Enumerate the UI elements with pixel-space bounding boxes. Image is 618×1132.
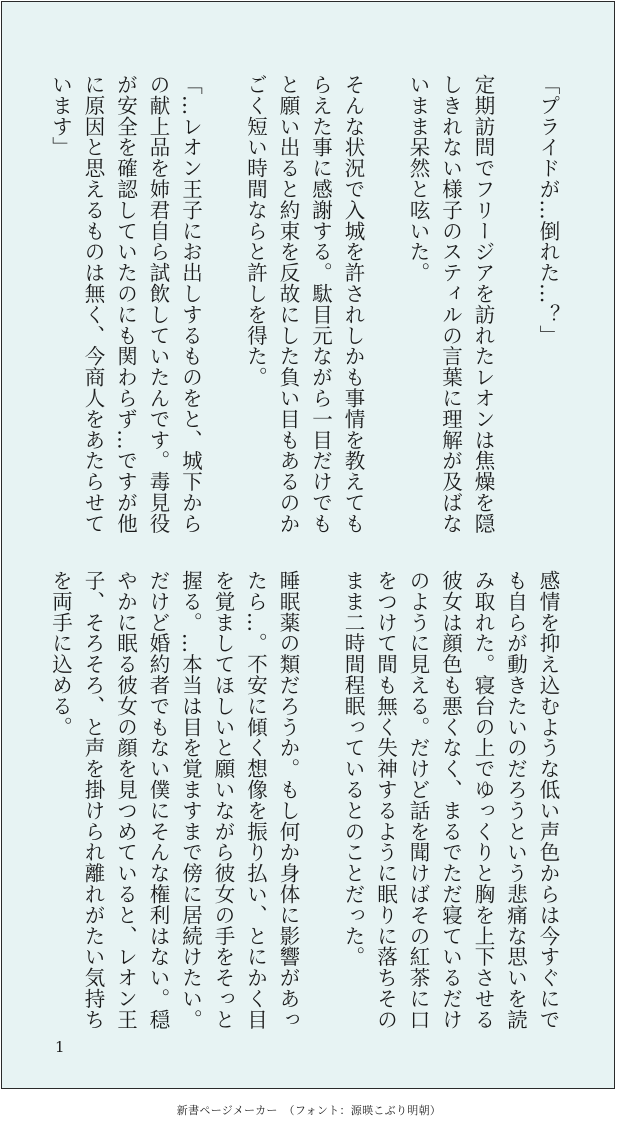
text-line: 定期訪問でフリージアを訪れたレオンは焦燥を隠 — [471, 74, 495, 534]
text-line: 感情を抑え込むような低い声色からは今すぐにで — [536, 570, 560, 1030]
text-line: 子、そろそろ、と声を掛けられ離れがたい気持ち — [81, 570, 105, 1030]
text-line: と願い出ると約束を反故にした負い目もあるのか — [276, 74, 300, 534]
blank-line — [369, 74, 402, 544]
text-line: 睡眠薬の類だろうか。もし何か身体に影響があっ — [276, 570, 300, 1030]
text-line: が安全を確認していたのにも関わらず…ですが他 — [113, 74, 138, 534]
page-number: 1 — [55, 1038, 65, 1056]
text-line: に原因と思えるものは無く、今商人をあたらせて — [81, 74, 105, 534]
blank-line — [207, 74, 240, 544]
text-line: います」 — [48, 74, 73, 158]
text-line: を両手に込める。 — [48, 570, 73, 738]
text-line: しきれない様子のスティルの言葉に理解が及ばな — [438, 74, 463, 534]
text-line: らえた事に感謝する。駄目元ながら一目だけでも — [308, 74, 333, 534]
text-line: たら…。不安に傾く想像を振り払い、とにかく目 — [243, 570, 268, 1030]
text-line: そんな状況で入城を許されしかも事情を教えても — [341, 74, 365, 534]
text-line: やかに眠る彼女の顔を見つめていると、レオン王 — [113, 570, 138, 1030]
blank-line — [499, 74, 532, 544]
text-line: だけど婚約者でもない僕にそんな権利はない。穏 — [146, 570, 170, 1030]
text-column-bottom — [44, 570, 564, 1040]
text-line: み取れた。寝台の上でゆっくりと胸を上下させる — [471, 570, 495, 1030]
book-page — [1, 1, 615, 1089]
text-line: を覚ましてほしいと願いながら彼女の手をそっと — [211, 570, 235, 1030]
text-line: も自らが動きたいのだろうという悲痛な思いを読 — [503, 570, 528, 1030]
text-line: の献上品を姉君自ら試飲していたんです。毒見役 — [146, 74, 170, 534]
text-line: まま二時間程眠っているとのことだった。 — [341, 570, 365, 968]
text-line: いまま呆然と呟いた。 — [406, 74, 430, 283]
text-line: 「プライドが…倒れた…？」 — [536, 74, 560, 346]
text-column-top — [44, 74, 564, 544]
text-line: 握る。…本当は目を覚ますまで傍に居続けたい。 — [178, 570, 203, 1030]
text-line: 彼女は顔色も悪くなく、まるでただ寝ているだけ — [438, 570, 463, 1030]
text-line: 「…レオン王子にお出しするものをと、城下から — [178, 74, 203, 534]
blank-line — [304, 570, 337, 1040]
text-line: をつけて間も無く失神するように眠りに落ちその — [373, 570, 398, 1030]
text-line: のように見える。だけど話を聞けばその紅茶に口 — [406, 570, 430, 1030]
generator-credit: 新書ページメーカー （フォント：源暎こぶり明朝） — [176, 1104, 442, 1117]
text-line: ごく短い時間ならと許しを得た。 — [243, 74, 268, 388]
